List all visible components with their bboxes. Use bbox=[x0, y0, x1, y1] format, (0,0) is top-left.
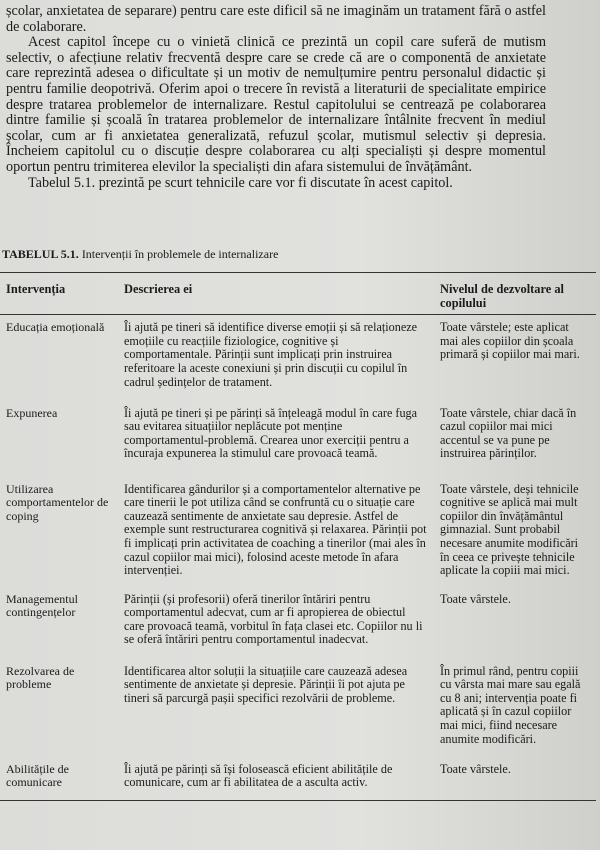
intro-paragraph-3: Tabelul 5.1. prezintă pe scurt tehnicile care vor fi discutate în acest capitol. bbox=[28, 174, 453, 191]
header-intervention: Intervenția bbox=[0, 273, 118, 315]
intervention-cell: Managementul contingențelor bbox=[6, 591, 78, 620]
header-description: Descrierea ei bbox=[118, 273, 434, 315]
interventions-table bbox=[0, 272, 596, 801]
description-cell: Îi ajută pe tineri să identifice diverse emoții și să relaționeze emoțiile cu reacțiile fiziologice, cognitive și comportamentale. Părinții sunt implicați prin instruirea referitoare la aceste conexiuni și prin discuții cu copilul în cadrul ședințelor de tratament. bbox=[124, 320, 418, 389]
description-cell: Părinții (și profesorii) oferă tinerilor întăriri pentru comportamentul adecvat, cum ar fi apropierea de obiectul care provoacă teamă, vorbitul în fața clasei etc. Copiilor nu li se oferă întăriri pentru comportamentul inadecvat. bbox=[124, 591, 423, 647]
table-row bbox=[0, 757, 596, 801]
intervention-cell: Abilitățile de comunicare bbox=[0, 757, 118, 801]
intervention-cell: Utilizarea comportamentelor de coping bbox=[6, 481, 109, 523]
intervention-cell: Rezolvarea de probleme bbox=[6, 663, 75, 692]
intro-text bbox=[6, 4, 546, 191]
table-row bbox=[0, 401, 596, 477]
table-label: TABELUL 5.1. bbox=[2, 247, 79, 261]
description-cell: Îi ajută pe părinți să își folosească eficient abilitățile de comunicare, cum ar fi abilitatea de a asculta activ. bbox=[118, 757, 434, 801]
intro-paragraph-1: școlar, anxietatea de separare) pentru care este dificil să ne imaginăm un tratament fără o astfel de colaborare. bbox=[6, 3, 546, 35]
header-level: Nivelul de dezvoltare al copilului bbox=[434, 273, 596, 315]
table-title: Intervenții în problemele de internalizare bbox=[81, 247, 279, 261]
description-cell: Identificarea altor soluții la situațiile care cauzează adesea sentimente de anxietate și depresie. Părinții îi pot ajuta pe tineri să parcurgă pașii specifici rezolvării de probleme. bbox=[124, 663, 408, 705]
level-cell: În primul rând, pentru copiii cu vârsta mai mare sau egală cu 8 ani; intervenția poate fi aplicată și în cazul copiilor mai mici, fiind necesare anumite modificări. bbox=[440, 663, 581, 746]
description-cell: Îi ajută pe tineri și pe părinți să înțeleagă modul în care fuga sau evitarea situațiilor neplăcute pot menține comportamentul-problemă. Crearea unor exerciții pentru a încuraja expunerea la stimulul care provoacă teamă. bbox=[124, 405, 418, 461]
intro-paragraph-2: Acest capitol începe cu o vinietă clinică ce prezintă un copil care suferă de mutism selectiv, o afecțiune relativ frecventă despre care se crede că are o componentă de anxietate care reprezintă adesea o dificultate și un motiv de nemulțumire pentru personalul didactic și pentru familie deopotrivă. Oferim apoi o trecere în revistă a literaturii de specialitate empirice despre tratarea problemelor de internalizare. Restul capitolului se centrează pe colaborarea dintre familie și școală în tratarea problemelor de internalizare întâlnite frecvent în mediul școlar, cum ar fi anxietatea generalizată, refuzul școlar, mutismul selectiv și depresia. Încheiem capitolul cu o discuție despre colaborarea cu alți specialiști și despre momentul oportun pentru trimiterea elevilor la specialiști din afara sistemului de învățământ. bbox=[6, 34, 546, 175]
table-row bbox=[0, 477, 596, 587]
description-cell: Identificarea gândurilor și a comportamentelor alternative pe care tinerii le pot utiliza când se confruntă cu o situație care cauzează sentimente de anxietate sau depresie. Astfel de exemple sunt restructurarea cognitivă și relaxarea. Părinții pot fi implicați prin activitatea de coaching a tinerilor (mai ales în cazul copiilor mai mici), folosind aceste metode în afara intervenției. bbox=[124, 481, 427, 578]
level-cell: Toate vârstele; este aplicat mai ales copiilor din școala primară și copiilor mai mari. bbox=[440, 320, 580, 362]
table-row bbox=[0, 659, 596, 757]
level-cell: Toate vârstele, chiar dacă în cazul copiilor mai mici accentul se va pune pe instruirea părinților. bbox=[440, 405, 577, 461]
intervention-cell: Expunerea bbox=[6, 405, 58, 420]
level-cell: Toate vârstele, deși tehnicile cognitive se aplică mai mult copiilor din învățământul gimnazial. Sunt probabil necesare anumite modificări în ceea ce privește tehnicile aplicate la copiii mai mici. bbox=[440, 481, 579, 578]
table-caption bbox=[2, 247, 278, 262]
level-cell: Toate vârstele. bbox=[440, 591, 511, 606]
table-row bbox=[0, 315, 596, 401]
table-header-row bbox=[0, 273, 596, 315]
table-row bbox=[0, 587, 596, 659]
level-cell: Toate vârstele. bbox=[434, 757, 596, 801]
intervention-cell: Educația emoțională bbox=[6, 320, 105, 335]
